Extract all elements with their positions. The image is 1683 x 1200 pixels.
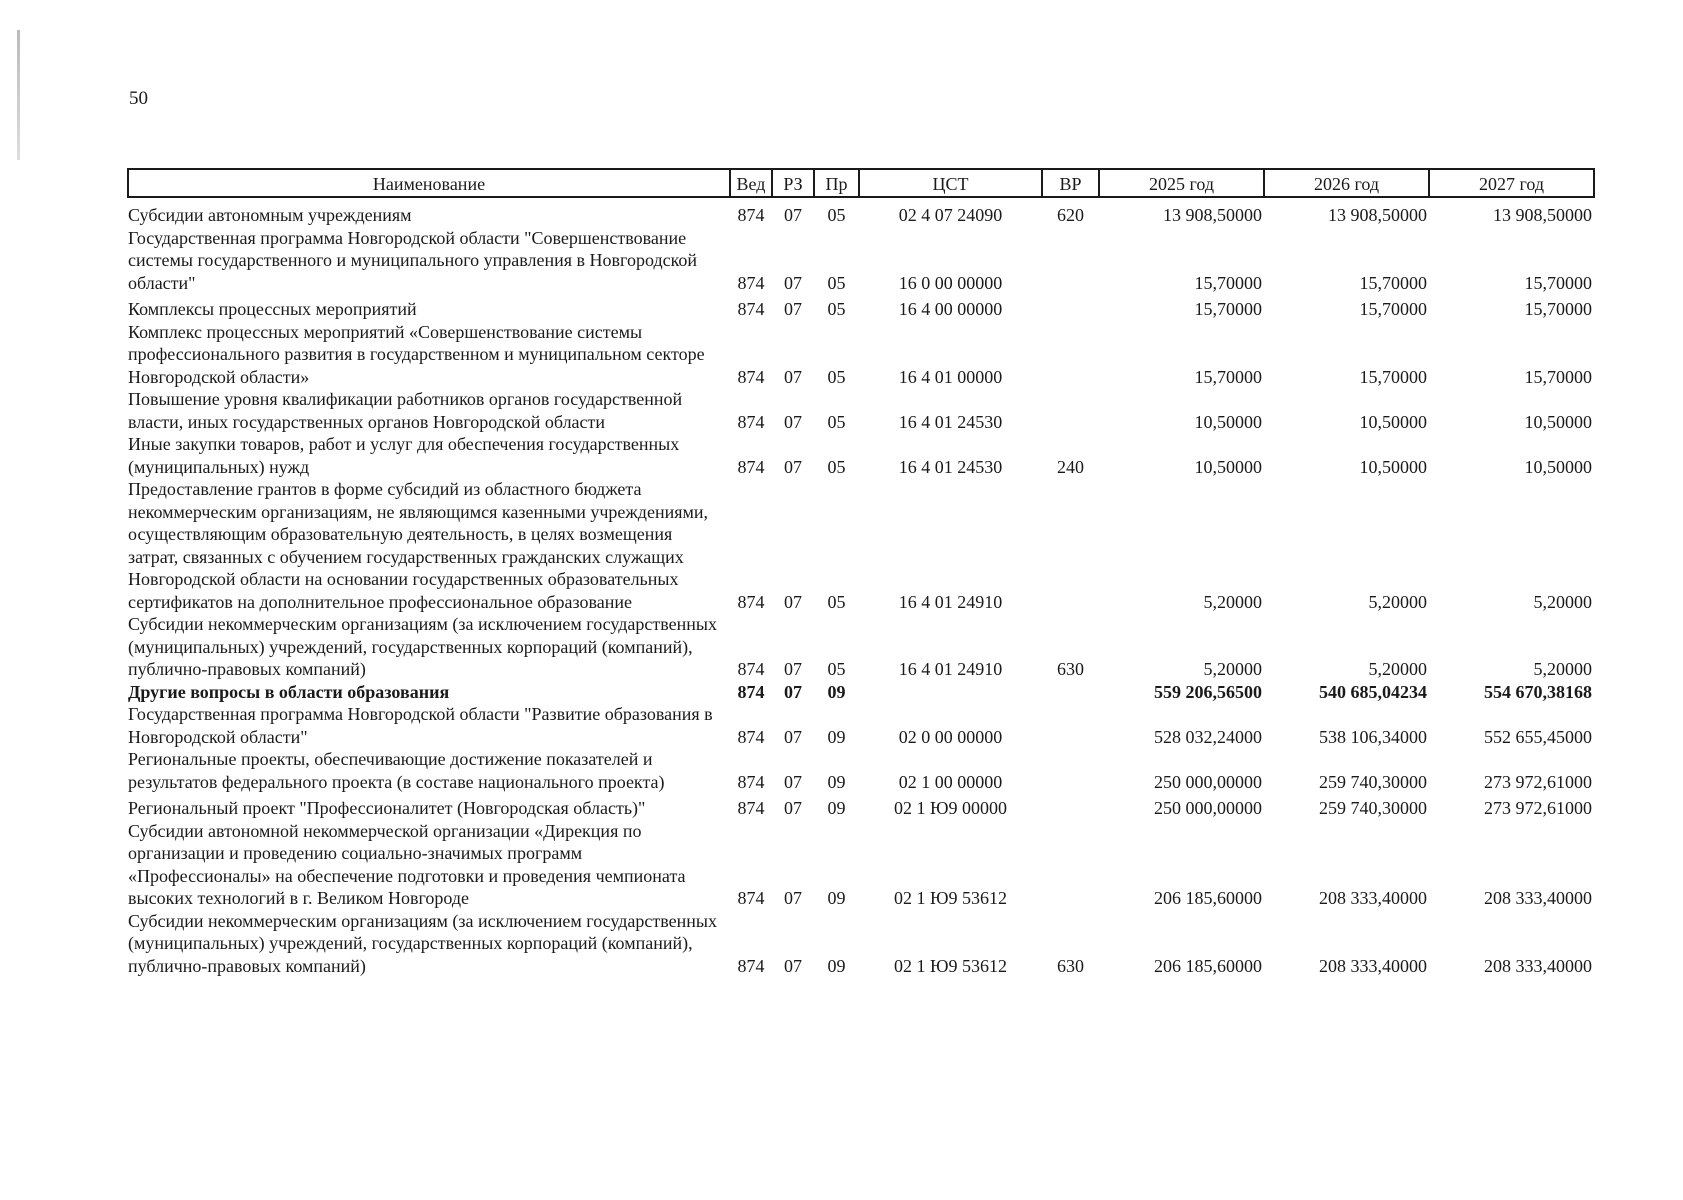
cell-name: Иные закупки товаров, работ и услуг для обеспечения государственных (муниципальных) нужд [128,434,680,477]
cell-y2026: 538 106,34000 [1319,726,1427,747]
cell-vr [1042,820,1099,910]
cell-y2026: 10,50000 [1359,456,1427,477]
cell-y2027: 15,70000 [1524,272,1592,293]
table-row [128,197,1594,227]
cell-cst: 02 1 Ю9 53612 [893,888,1007,908]
cell-name: Другие вопросы в области образования [128,681,450,702]
cell-y2026: 15,70000 [1359,366,1427,387]
header-name: Наименование [128,169,730,197]
cell-ved: 874 [737,798,765,818]
cell-y2027: 10,50000 [1524,456,1592,477]
cell-y2026: 208 333,40000 [1319,888,1427,908]
cell-vr [1042,388,1099,433]
cell-y2025: 10,50000 [1194,411,1262,432]
cell-vr: 240 [1057,456,1084,477]
cell-rz: 07 [784,681,802,702]
cell-y2026: 540 685,04234 [1319,681,1427,702]
cell-name: Региональные проекты, обеспечивающие достижение показателей и результатов федерального проекта (в составе национального проекта) [128,749,665,792]
cell-cst: 02 1 00 00000 [898,771,1003,792]
cell-y2025: 559 206,56500 [1154,681,1262,702]
cell-y2025: 250 000,00000 [1154,771,1262,792]
cell-y2027: 552 655,45000 [1484,726,1592,747]
cell-cst: 16 4 01 00000 [898,366,1003,387]
cell-pr: 09 [827,726,846,747]
cell-y2027: 5,20000 [1533,591,1592,612]
cell-vr [1042,294,1099,321]
cell-rz: 07 [784,299,802,319]
cell-vr: 620 [1057,205,1084,225]
table-row [128,388,1594,433]
cell-y2025: 13 908,50000 [1163,205,1262,225]
cell-rz: 07 [784,411,802,432]
header-rz: РЗ [772,169,814,197]
cell-rz: 07 [784,888,802,908]
cell-y2027: 5,20000 [1533,659,1592,679]
cell-pr: 09 [827,771,846,792]
cell-rz: 07 [784,205,802,225]
cell-name: Государственная программа Новгородской области "Совершенствование системы государственного и муниципального управления в Новгородской области" [128,227,698,293]
cell-cst [859,681,1042,704]
header-ved: Вед [730,169,772,197]
cell-pr: 05 [827,411,846,432]
cell-vr [1042,793,1099,820]
cell-y2026: 5,20000 [1368,659,1427,679]
cell-y2027: 15,70000 [1524,299,1592,319]
cell-rz: 07 [784,955,802,976]
cell-cst: 16 4 00 00000 [898,299,1003,319]
cell-y2027: 208 333,40000 [1484,955,1592,976]
cell-ved: 874 [737,681,765,702]
cell-cst: 16 4 01 24530 [898,456,1003,477]
table-body [128,197,1594,977]
cell-cst: 16 4 01 24910 [898,659,1003,679]
cell-rz: 07 [784,726,802,747]
cell-rz: 07 [784,771,802,792]
cell-y2026: 259 740,30000 [1319,771,1427,792]
cell-name: Региональный проект "Профессионалитет (Новгородская область)" [128,798,646,818]
cell-y2026: 15,70000 [1359,299,1427,319]
cell-pr: 05 [827,456,846,477]
cell-y2026: 10,50000 [1359,411,1427,432]
cell-y2025: 15,70000 [1194,272,1262,293]
table-row [128,910,1594,978]
cell-cst: 02 1 Ю9 00000 [893,798,1007,818]
cell-y2026: 208 333,40000 [1319,955,1427,976]
cell-name: Комплекс процессных мероприятий «Совершенствование системы профессионального развития в государственном и муниципальном секторе Новгородской области» [128,321,705,387]
cell-pr: 05 [827,205,846,225]
cell-ved: 874 [737,771,765,792]
cell-name: Субсидии некоммерческим организациям (за исключением государственных (муниципальных) учреждений, государственных корпораций (компаний), публично-правовых компаний) [128,614,718,679]
cell-y2027: 554 670,38168 [1484,681,1592,702]
header-pr: Пр [814,169,859,197]
cell-vr [1042,681,1099,704]
cell-ved: 874 [737,591,765,612]
cell-ved: 874 [737,299,765,319]
cell-name: Субсидии автономным учреждениям [128,205,412,225]
header-2025: 2025 год [1099,169,1264,197]
table-row [128,321,1594,389]
cell-vr [1042,703,1099,748]
cell-pr: 05 [827,299,846,319]
cell-rz: 07 [784,798,802,818]
cell-vr: 630 [1057,955,1084,976]
cell-y2025: 250 000,00000 [1154,798,1262,818]
cell-pr: 09 [827,798,846,818]
table-header-row [128,169,1594,197]
cell-pr: 05 [827,591,846,612]
cell-y2026: 5,20000 [1368,591,1427,612]
table-row [128,681,1594,704]
cell-y2025: 528 032,24000 [1154,726,1262,747]
cell-ved: 874 [737,888,765,908]
cell-name: Субсидии некоммерческим организациям (за исключением государственных (муниципальных) учреждений, государственных корпораций (компаний), публично-правовых компаний) [128,910,718,976]
table-row [128,748,1594,793]
cell-rz: 07 [784,272,802,293]
table-row [128,613,1594,681]
cell-y2027: 208 333,40000 [1484,888,1592,908]
cell-vr [1042,478,1099,613]
cell-name: Комплексы процессных мероприятий [128,299,417,319]
cell-name: Предоставление грантов в форме субсидий из областного бюджета некоммерческим организациям, не являющимся казенными учреждениями, осуществляющим образовательную деятельность, в целях возмещения затрат, связанных с обучением государственных гражданских служащих Новгородской области на основании государственных образовательных сертификатов на дополнительное профессиональное образование [128,479,709,612]
cell-ved: 874 [737,366,765,387]
header-2026: 2026 год [1264,169,1429,197]
table-row [128,433,1594,478]
table-row [128,478,1594,613]
budget-table [127,168,1595,977]
cell-name: Субсидии автономной некоммерческой организации «Дирекция по организации и проведению социально-значимых программ «Профессионалы» на обеспечение подготовки и проведения чемпионата высоких технологий в г. Великом Новгороде [128,820,686,908]
cell-vr [1042,321,1099,389]
cell-cst: 02 1 Ю9 53612 [893,955,1007,976]
cell-pr: 05 [827,272,846,293]
cell-vr [1042,227,1099,295]
table-row [128,294,1594,321]
cell-y2025: 206 185,60000 [1154,888,1262,908]
table-row [128,793,1594,820]
cell-rz: 07 [784,591,802,612]
cell-cst: 16 4 01 24530 [898,411,1003,432]
cell-rz: 07 [784,366,802,387]
cell-pr: 05 [827,659,846,679]
cell-ved: 874 [737,955,765,976]
cell-cst: 16 0 00 00000 [898,272,1003,293]
cell-y2027: 273 972,61000 [1484,798,1592,818]
cell-pr: 09 [827,888,846,908]
cell-ved: 874 [737,726,765,747]
cell-y2027: 15,70000 [1524,366,1592,387]
cell-y2025: 5,20000 [1203,659,1262,679]
header-cst: ЦСТ [859,169,1042,197]
cell-name: Государственная программа Новгородской области "Развитие образования в Новгородской области" [128,704,713,747]
header-vr: ВР [1042,169,1099,197]
cell-y2027: 13 908,50000 [1493,205,1592,225]
cell-pr: 05 [827,366,846,387]
cell-y2026: 13 908,50000 [1328,205,1427,225]
cell-pr: 09 [827,955,846,976]
cell-ved: 874 [737,205,765,225]
page-number: 50 [129,88,148,109]
cell-pr: 09 [827,681,846,702]
cell-vr [1042,748,1099,793]
cell-cst: 02 0 00 00000 [898,726,1003,747]
cell-ved: 874 [737,411,765,432]
cell-y2025: 15,70000 [1194,366,1262,387]
cell-vr: 630 [1057,659,1084,679]
cell-y2025: 5,20000 [1203,591,1262,612]
scan-margin-mark [17,30,20,160]
cell-y2027: 10,50000 [1524,411,1592,432]
cell-ved: 874 [737,456,765,477]
cell-name: Повышение уровня квалификации работников органов государственной власти, иных государственных органов Новгородской области [128,389,683,432]
header-2027: 2027 год [1429,169,1594,197]
cell-y2025: 206 185,60000 [1154,955,1262,976]
cell-y2027: 273 972,61000 [1484,771,1592,792]
cell-rz: 07 [784,456,802,477]
cell-cst: 02 4 07 24090 [898,205,1003,225]
cell-y2026: 259 740,30000 [1319,798,1427,818]
cell-cst: 16 4 01 24910 [898,591,1003,612]
cell-ved: 874 [737,659,765,679]
table-row [128,227,1594,295]
table-row [128,703,1594,748]
cell-y2026: 15,70000 [1359,272,1427,293]
table-row [128,820,1594,910]
cell-ved: 874 [737,272,765,293]
cell-y2025: 15,70000 [1194,299,1262,319]
cell-rz: 07 [784,659,802,679]
cell-y2025: 10,50000 [1194,456,1262,477]
